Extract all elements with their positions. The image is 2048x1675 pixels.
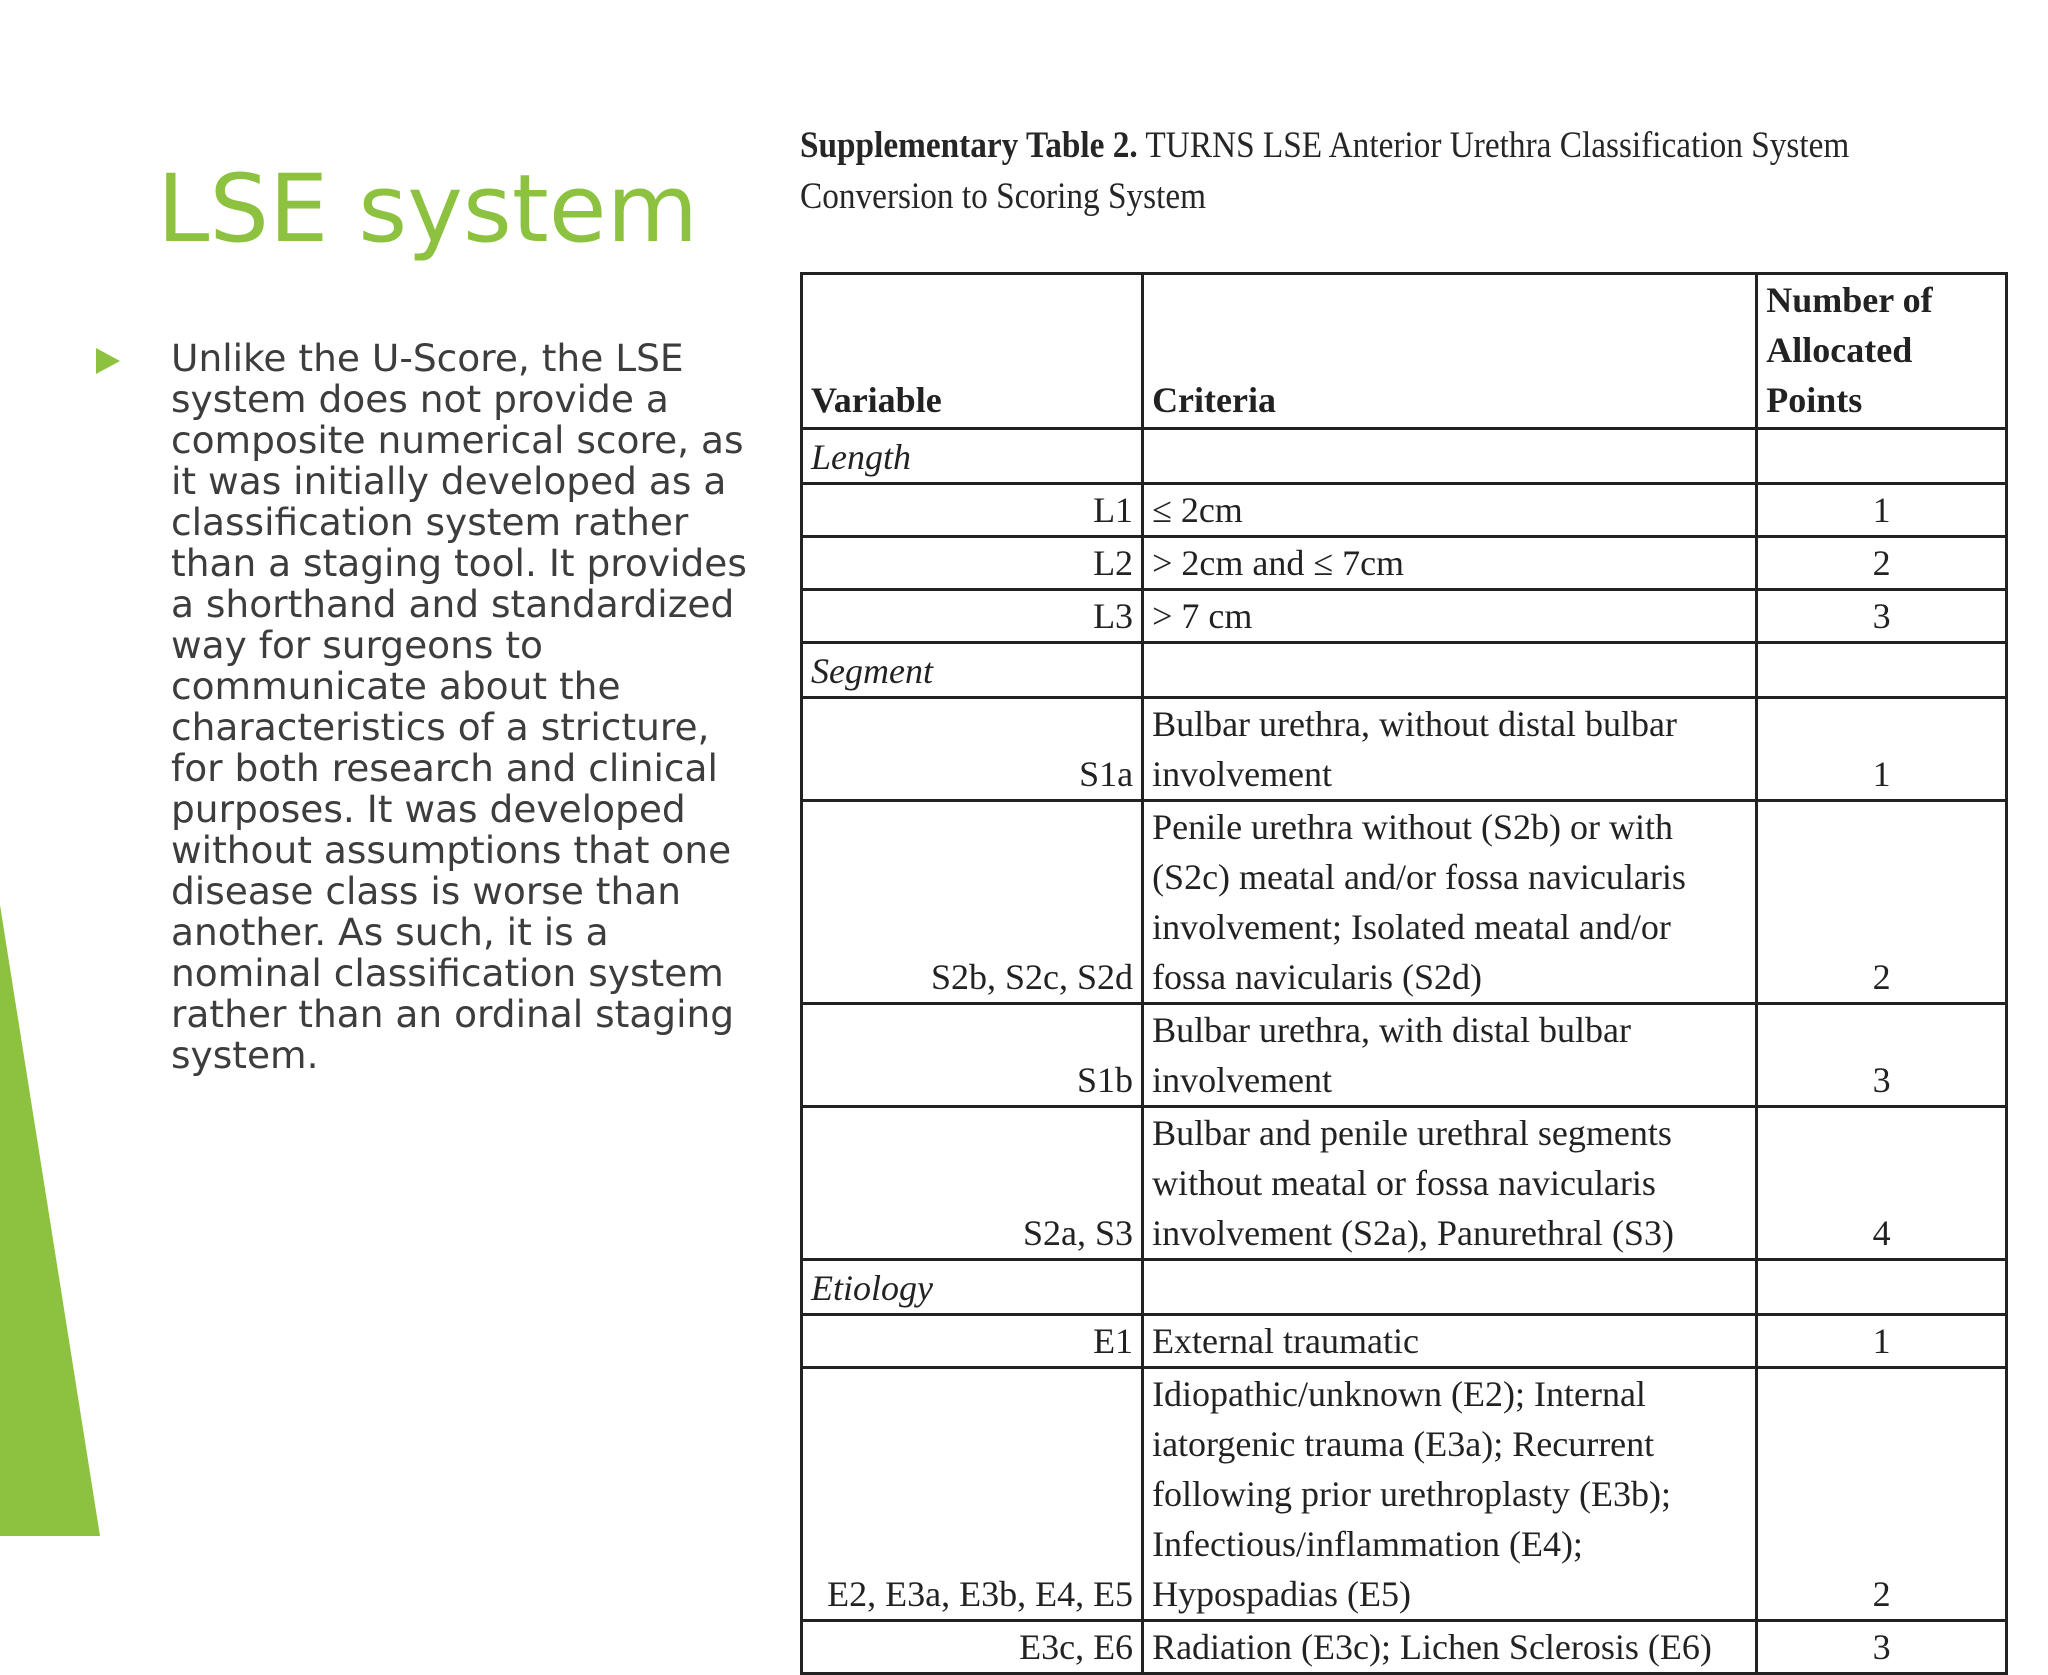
empty-cell bbox=[1143, 1260, 1757, 1315]
variable-code: L1 bbox=[802, 484, 1143, 537]
bullet-list bbox=[96, 338, 756, 1076]
table-row bbox=[802, 1621, 2007, 1674]
table-caption-label: Supplementary Table 2. bbox=[800, 125, 1138, 166]
table-row bbox=[802, 1368, 2007, 1621]
empty-cell bbox=[1757, 429, 2007, 484]
slide-title: LSE system bbox=[157, 155, 699, 264]
table-caption-text: TURNS LSE Anterior Urethra Classification System Conversion to Scoring System bbox=[800, 125, 1850, 217]
criteria-cell: > 7 cm bbox=[1143, 590, 1757, 643]
bullet-text: Unlike the U-Score, the LSE system does not provide a composite numerical score, as it was initially developed as a classification system rather than a staging tool. It provides a shorthand and standardized way for surgeons to communicate about the characteristics of a stricture, for both research and clinical purposes. It was developed without assumptions that one disease class is worse than another. As such, it is a nominal classification system rather than an ordinal staging system. bbox=[171, 336, 747, 1077]
variable-code: E2, E3a, E3b, E4, E5 bbox=[802, 1368, 1143, 1621]
section-name: Segment bbox=[802, 643, 1143, 698]
table-caption bbox=[800, 120, 2010, 222]
variable-code: S1a bbox=[802, 698, 1143, 801]
criteria-cell: External traumatic bbox=[1143, 1315, 1757, 1368]
points-cell: 3 bbox=[1757, 1621, 2007, 1674]
header-criteria: Criteria bbox=[1143, 274, 1757, 429]
variable-code: S2b, S2c, S2d bbox=[802, 801, 1143, 1004]
points-cell: 2 bbox=[1757, 801, 2007, 1004]
table-header-row bbox=[802, 274, 2007, 429]
variable-code: E1 bbox=[802, 1315, 1143, 1368]
criteria-cell: Idiopathic/unknown (E2); Internal iatorgenic trauma (E3a); Recurrent following prior urethroplasty (E3b); Infectious/inflammation (E4); Hypospadias (E5) bbox=[1143, 1368, 1757, 1621]
header-variable: Variable bbox=[802, 274, 1143, 429]
criteria-cell: > 2cm and ≤ 7cm bbox=[1143, 537, 1757, 590]
points-cell: 1 bbox=[1757, 698, 2007, 801]
empty-cell bbox=[1757, 1260, 2007, 1315]
table-row bbox=[802, 1004, 2007, 1107]
table-section-row bbox=[802, 429, 2007, 484]
empty-cell bbox=[1143, 643, 1757, 698]
points-cell: 1 bbox=[1757, 484, 2007, 537]
criteria-cell: Penile urethra without (S2b) or with (S2c) meatal and/or fossa navicularis involvement; Isolated meatal and/or fossa navicularis (S2d) bbox=[1143, 801, 1757, 1004]
table-body bbox=[802, 429, 2007, 1674]
section-name: Length bbox=[802, 429, 1143, 484]
empty-cell bbox=[1757, 643, 2007, 698]
criteria-cell: ≤ 2cm bbox=[1143, 484, 1757, 537]
table-row bbox=[802, 698, 2007, 801]
points-cell: 2 bbox=[1757, 537, 2007, 590]
table-row bbox=[802, 801, 2007, 1004]
classification-table bbox=[800, 272, 2008, 1675]
empty-cell bbox=[1143, 429, 1757, 484]
table-figure bbox=[800, 120, 2010, 1675]
table-row bbox=[802, 1315, 2007, 1368]
table-row bbox=[802, 590, 2007, 643]
variable-code: L3 bbox=[802, 590, 1143, 643]
table-row bbox=[802, 484, 2007, 537]
header-points: Number of Allocated Points bbox=[1757, 274, 2007, 429]
variable-code: L2 bbox=[802, 537, 1143, 590]
points-cell: 4 bbox=[1757, 1107, 2007, 1260]
points-cell: 1 bbox=[1757, 1315, 2007, 1368]
criteria-cell: Bulbar urethra, with distal bulbar involvement bbox=[1143, 1004, 1757, 1107]
table-section-row bbox=[802, 1260, 2007, 1315]
points-cell: 3 bbox=[1757, 590, 2007, 643]
variable-code: E3c, E6 bbox=[802, 1621, 1143, 1674]
table-row bbox=[802, 1107, 2007, 1260]
variable-code: S2a, S3 bbox=[802, 1107, 1143, 1260]
table-row bbox=[802, 537, 2007, 590]
triangle-bullet-icon bbox=[96, 348, 120, 374]
criteria-cell: Bulbar urethra, without distal bulbar involvement bbox=[1143, 698, 1757, 801]
criteria-cell: Radiation (E3c); Lichen Sclerosis (E6) bbox=[1143, 1621, 1757, 1674]
section-name: Etiology bbox=[802, 1260, 1143, 1315]
points-cell: 2 bbox=[1757, 1368, 2007, 1621]
variable-code: S1b bbox=[802, 1004, 1143, 1107]
table-section-row bbox=[802, 643, 2007, 698]
criteria-cell: Bulbar and penile urethral segments without meatal or fossa navicularis involvement (S2a), Panurethral (S3) bbox=[1143, 1107, 1757, 1260]
points-cell: 3 bbox=[1757, 1004, 2007, 1107]
